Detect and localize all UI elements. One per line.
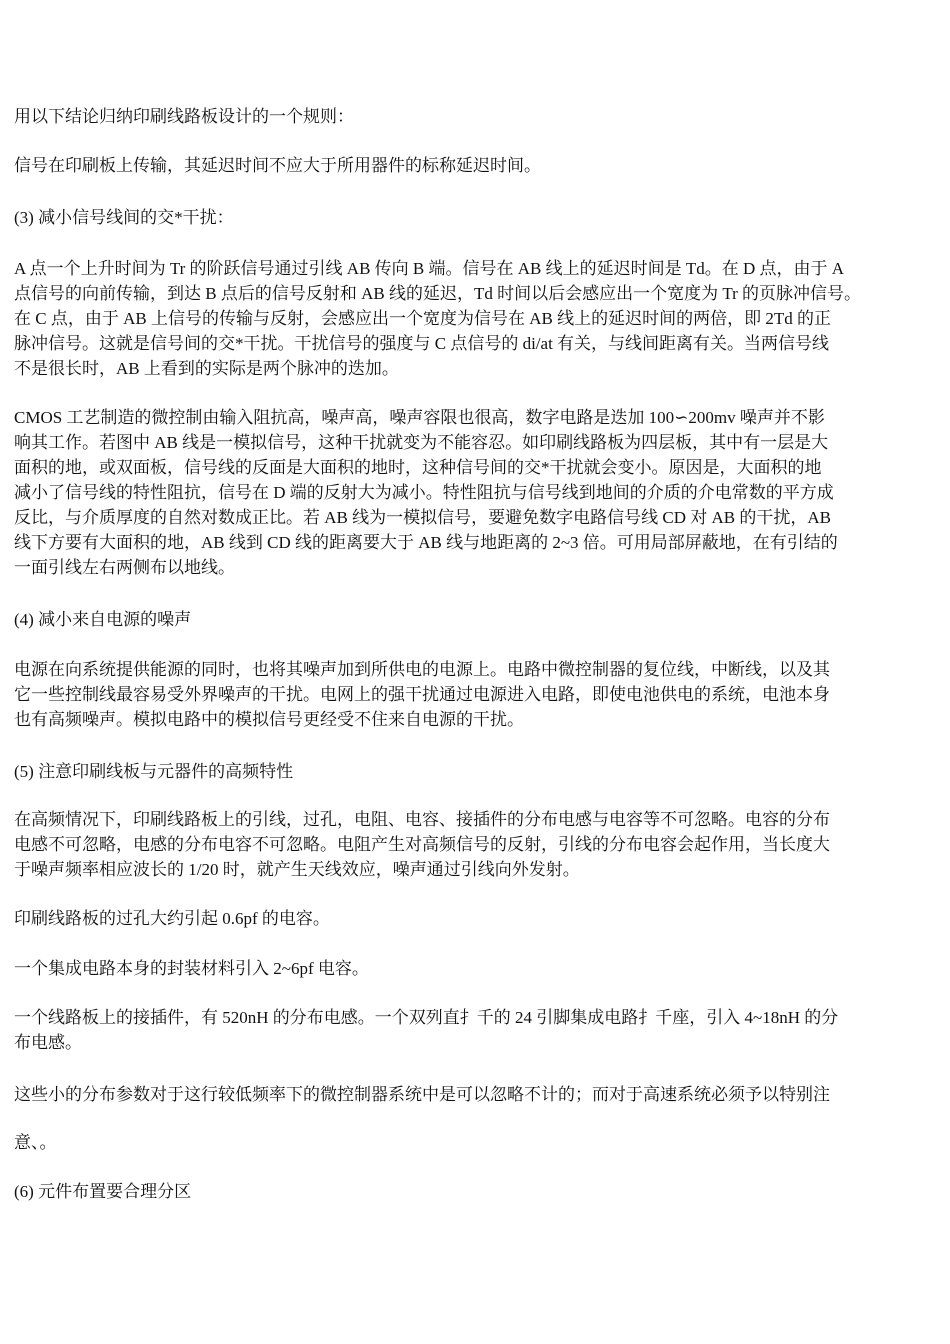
text-line: 响其工作。若图中 AB 线是一模拟信号，这种干扰就变为不能容忍。如印刷线路板为四层板，其中有一层是大 <box>14 433 829 452</box>
heading-component-layout <box>14 1179 938 1204</box>
text-line: 也有高频噪声。模拟电路中的模拟信号更经受不住来自电源的干扰。 <box>14 710 524 729</box>
text-line: 这些小的分布参数对于这行较低频率下的微控制器系统中是可以忽略不计的；而对于高速系统必须予以特别注 <box>14 1085 830 1104</box>
paragraph-high-frequency <box>14 807 938 882</box>
section-heading: (4) 减小来自电源的噪声 <box>14 610 192 629</box>
text-line: 线下方要有大面积的地，AB 线到 CD 线的距离要大于 AB 线与地距离的 2~3 倍。可用局部屏蔽地，在有引结的 <box>14 533 838 552</box>
heading-high-frequency <box>14 759 938 784</box>
heading-crosstalk <box>14 205 938 230</box>
text-line: 于噪声频率相应波长的 1/20 时，就产生天线效应，噪声通过引线向外发射。 <box>14 860 580 879</box>
paragraph-distributed-params-end <box>14 1130 938 1155</box>
text-line: 印刷线路板的过孔大约引起 0.6pf 的电容。 <box>14 909 330 928</box>
heading-power-noise <box>14 607 938 632</box>
text-line: 脉冲信号。这就是信号间的交*干扰。干扰信号的强度与 C 点信号的 di/at 有关，与线间距离有关。当两信号线 <box>14 334 830 353</box>
text-line: 意、。 <box>14 1133 57 1152</box>
text-line: 面积的地，或双面板，信号线的反面是大面积的地时，这种信号间的交*干扰就会变小。原因是，大面积的地 <box>14 458 822 477</box>
text-line: 一个集成电路本身的封装材料引入 2~6pf 电容。 <box>14 959 369 978</box>
text-line: 点信号的向前传输，到达 B 点后的信号反射和 AB 线的延迟，Td 时间以后会感应出一个宽度为 Tr 的页脉冲信号。 <box>14 284 862 303</box>
text-line: 在 C 点，由于 AB 上信号的传输与反射，会感应出一个宽度为信号在 AB 线上的延迟时间的两倍，即 2Td 的正 <box>14 309 831 328</box>
section-heading: (6) 元件布置要合理分区 <box>14 1182 192 1201</box>
text-line: 电感不可忽略，电感的分布电容不可忽略。电阻产生对高频信号的反射，引线的分布电容会起作用，当长度大 <box>14 835 830 854</box>
paragraph-connector-inductance <box>14 1005 938 1055</box>
paragraph-rule-intro <box>14 104 938 129</box>
paragraph-via-capacitance <box>14 906 938 931</box>
text-line: 用以下结论归纳印刷线路板设计的一个规则： <box>14 107 354 126</box>
text-line: 电源在向系统提供能源的同时，也将其噪声加到所供电的电源上。电路中微控制器的复位线，中断线，以及其 <box>14 660 830 679</box>
paragraph-distributed-params <box>14 1082 938 1107</box>
paragraph-crosstalk-explanation <box>14 256 938 381</box>
text-line: 不是很长时，AB 上看到的实际是两个脉冲的迭加。 <box>14 359 399 378</box>
text-line: 减小了信号线的特性阻抗，信号在 D 端的反射大为减小。特性阻抗与信号线到地间的介质的介电常数的平方成 <box>14 483 834 502</box>
text-line: 一面引线左右两侧布以地线。 <box>14 558 235 577</box>
paragraph-power-noise <box>14 657 938 732</box>
text-line: 反比，与介质厚度的自然对数成正比。若 AB 线为一模拟信号，要避免数字电路信号线 CD 对 AB 的干扰，AB <box>14 508 831 527</box>
text-line: 在高频情况下，印刷线路板上的引线，过孔，电阻、电容、接插件的分布电感与电容等不可忽略。电容的分布 <box>14 810 830 829</box>
text-line: A 点一个上升时间为 Tr 的阶跃信号通过引线 AB 传向 B 端。信号在 AB 线上的延迟时间是 Td。在 D 点，由于 A <box>14 259 845 278</box>
section-heading: (3) 减小信号线间的交*干扰： <box>14 208 234 227</box>
text-line: 信号在印刷板上传输，其延迟时间不应大于所用器件的标称延迟时间。 <box>14 156 541 175</box>
text-line: 一个线路板上的接插件，有 520nH 的分布电感。一个双列直扌千的 24 引脚集成电路扌千座，引入 4~18nH 的分 <box>14 1008 839 1027</box>
text-line: CMOS 工艺制造的微控制由输入阻抗高，噪声高，噪声容限也很高，数字电路是迭加 100∽200mv 噪声并不影 <box>14 408 825 427</box>
paragraph-delay-rule <box>14 153 938 178</box>
paragraph-cmos-noise <box>14 405 938 580</box>
text-line: 它一些控制线最容易受外界噪声的干扰。电网上的强干扰通过电源进入电路，即使电池供电的系统，电池本身 <box>14 685 830 704</box>
text-line: 布电感。 <box>14 1033 82 1052</box>
paragraph-ic-package-capacitance <box>14 956 938 981</box>
section-heading: (5) 注意印刷线板与元器件的高频特性 <box>14 762 294 781</box>
